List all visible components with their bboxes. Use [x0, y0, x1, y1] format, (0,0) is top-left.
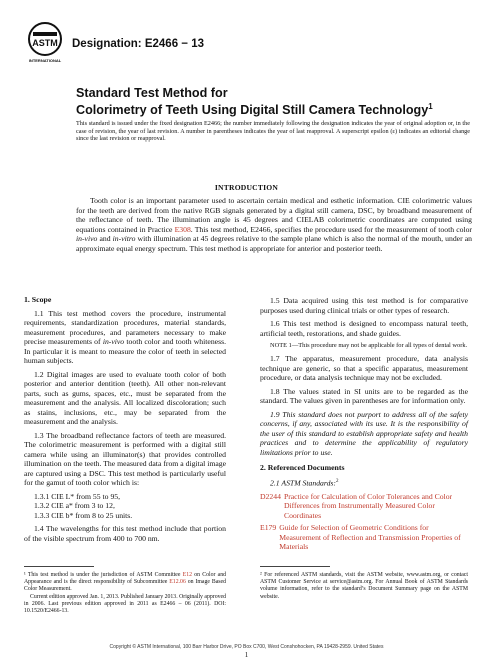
gamut-list — [24, 492, 226, 521]
title-line-2: Colorimetry of Teeth Using Digital Still Camera Technology$^1$ — [76, 102, 433, 118]
introduction-heading: INTRODUCTION — [214, 183, 279, 192]
ref-e179[interactable] — [260, 523, 468, 552]
left-column — [24, 295, 226, 547]
footnote-rule-left — [24, 566, 94, 567]
footnote-1: ¹ This test method is under the jurisdiction of ASTM Committee E12 on Color and Appearance and is the direct responsibility of Subcommittee E12.06 on Image Based Color Measurement. Current edition approved Jan. 1, 2013. Published January 2013. Originally approved in 2006. Last previous edition approved in 2011 as E2466 – 06 (2011). DOI: 10.1520/E2466-13. — [24, 572, 227, 615]
title-footnote-mark: 1 — [428, 102, 433, 111]
footnote-rule-right — [260, 566, 330, 567]
astm-logo — [24, 20, 66, 64]
ref-code[interactable]: E179 — [260, 523, 277, 533]
svg-text:ASTM: ASTM — [32, 38, 58, 48]
para-1-8: 1.8 The values stated in SI units are to be regarded as the standard. The values given in parentheses are for information only. — [260, 386, 468, 405]
ref-code[interactable]: D2244 — [260, 491, 281, 501]
footnote-2: ² For referenced ASTM standards, visit the ASTM website, www.astm.org, or contact ASTM Customer Service at service@astm.org. For Annual Book of ASTM Standards volume information, refer to the standard’s Document Summary page on the ASTM website. — [260, 572, 468, 600]
adoption-notice: This standard is issued under the fixed designation E2466; the number immediately following the designation indicates the year of original adoption or, in the case of revision, the year of last revision. A number in parentheses indicates the year of last reapproval. A superscript epsilon (ε) indicates an editorial change since the last revision or reapproval. — [76, 120, 470, 143]
list-item: 1.3.2 CIE a* from 3 to 12, — [34, 501, 115, 511]
page-number: 1 — [244, 651, 249, 659]
introduction-text: Tooth color is an important parameter used to ascertain certain medical and esthetic information. CIE colorimetric values for the teeth are derived from the native RGB signals generated by a digital still camera, DSC, by broadband measurement of the reflectance of teeth. The illumination angle is 45 degrees and CIELAB colorimetric coordinates are computed using equations contained in Practice E308. This test method, E2466, specifies the procedure used for the measurement of tooth color in-vivo and in-vitro with illumination at 45 degrees relative to the sample plane which is also the normal of the mouth, under an approximate equal energy spectrum. This test method is appropriate for anterior and posterior teeth. — [76, 196, 473, 253]
para-1-2: 1.2 Digital images are used to evaluate tooth color of both posterior and anterior dentition (teeth). All other non-relevant parts, such as gums, spaces, etc., must be separated from the measurement and the analysis. All localized discoloration; such as stains, inclusions, etc., may be separated from the measurement and the analysis. — [24, 369, 226, 426]
list-item: 1.3.3 CIE b* from 8 to 25 units. — [34, 510, 133, 520]
ref-desc[interactable]: Practice for Calculation of Color Tolerances and Color Differences from Instrumentally Measured Color Coordinates — [283, 491, 453, 520]
right-column — [260, 296, 468, 555]
list-item: 1.3.1 CIE L* from 55 to 95, — [34, 491, 121, 501]
document-title — [76, 86, 476, 117]
para-1-5: 1.5 Data acquired using this test method is for comparative purposes used during clinical trials or other types of research. — [260, 296, 468, 315]
para-1-3: 1.3 The broadband reflectance factors of teeth are measured. The colorimetric measurement is performed with a digital still camera while using an illuminator(s) that provides controlled illumination on the teeth. The measured data from a digital image are captured using a DSC. This test method is particularly useful for the gamut of tooth color which is: — [24, 430, 226, 487]
copyright-footer: Copyright © ASTM International, 100 Barr Harbor Drive, PO Box C700, West Conshohocken, PA 19428-2959. United States — [109, 644, 384, 650]
para-1-6: 1.6 This test method is designed to encompass natural teeth, artificial teeth, restorations, and shade guides. — [260, 319, 468, 338]
ref-d2244[interactable] — [260, 492, 468, 521]
ref-desc[interactable]: Guide for Selection of Geometric Conditions for Measurement of Reflection and Transmission Properties of Materials — [279, 523, 461, 552]
link-e308[interactable]: E308 — [174, 224, 191, 234]
note-1: NOTE 1—This procedure may not be applicable for all types of dental work. — [270, 342, 468, 349]
para-1-1: 1.1 This test method covers the procedure, instrumental requirements, standardization procedures, material standards, measurement procedures, and parameters necessary to make precise measurements of in-vivo tooth color and tooth whiteness. In particular it is meant to measure the color of teeth in selected human subjects. — [24, 308, 226, 365]
para-1-7: 1.7 The apparatus, measurement procedure, data analysis technique are generic, so that a specific apparatus, measurement procedure, or data analysis technique may not be excluded. — [260, 354, 468, 382]
para-1-9: 1.9 This standard does not purport to address all of the safety concerns, if any, associated with its use. It is the responsibility of the user of this standard to establish appropriate safety and health practices and to determine the applicability of regulatory limitations prior to use. — [260, 409, 468, 457]
para-1-4: 1.4 The wavelengths for this test method include that portion of the visible spectrum from 400 to 700 nm. — [24, 524, 226, 543]
designation: Designation: E2466 − 13 — [72, 38, 204, 50]
astm-standards-label: 2.1 ASTM Standards:$^2$ — [270, 478, 339, 488]
svg-text:INTERNATIONAL: INTERNATIONAL — [28, 58, 62, 63]
scope-heading: 1. Scope — [24, 295, 52, 304]
referenced-documents-heading: 2. Referenced Documents — [260, 463, 345, 472]
title-line-1: Standard Test Method for — [76, 86, 228, 100]
